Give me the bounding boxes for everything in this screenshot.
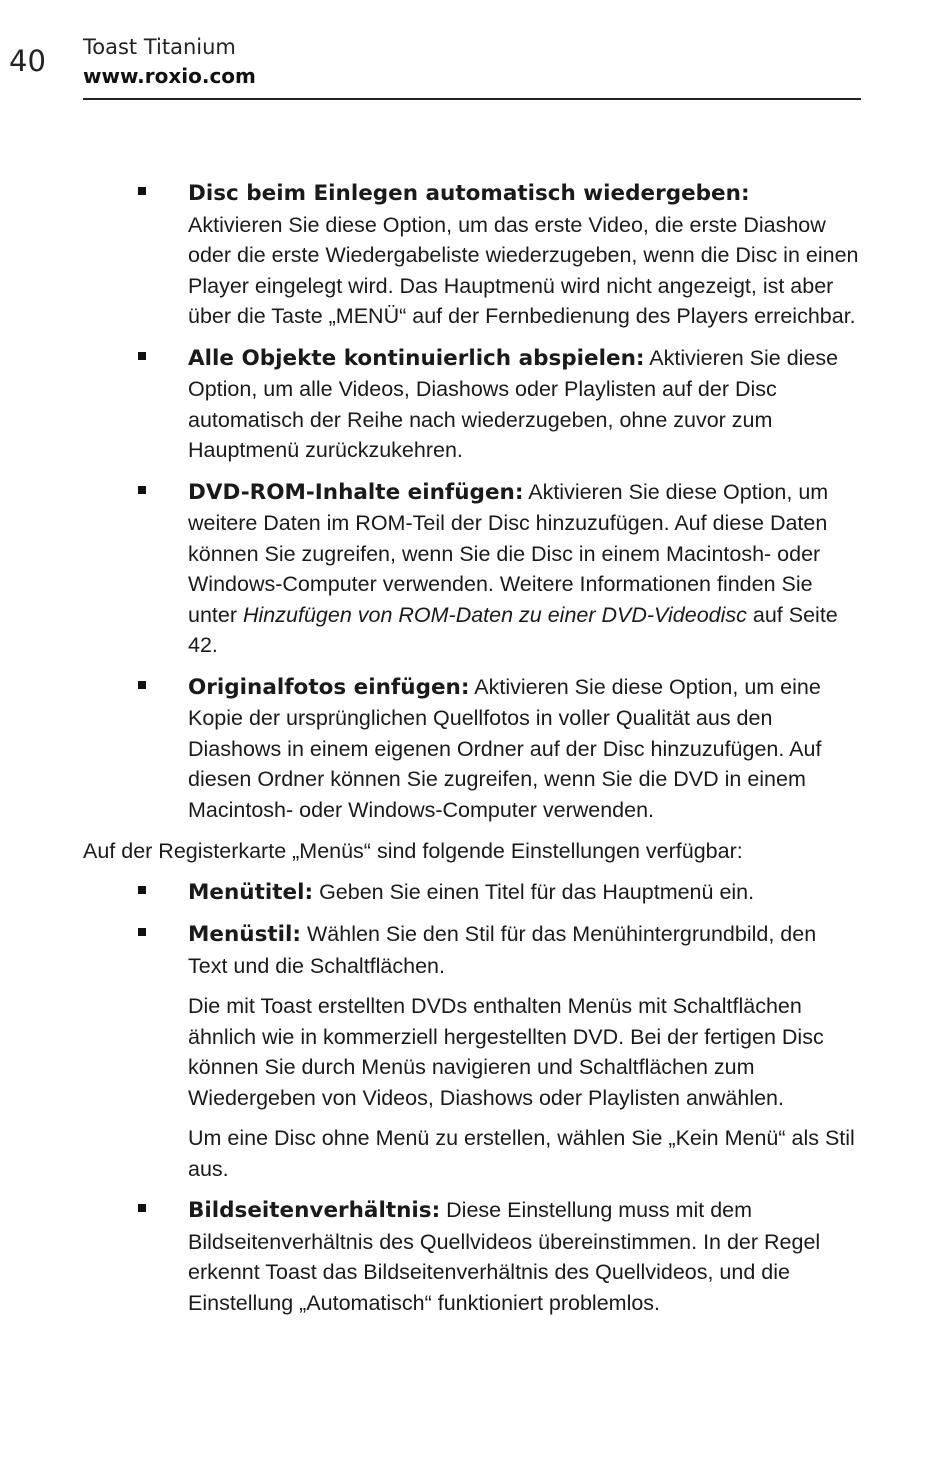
list-item: [83, 1195, 861, 1318]
option-term: Disc beim Einlegen automatisch wiedergeben:: [188, 181, 750, 206]
option-term: Menüstil:: [188, 922, 302, 947]
bullet-icon: [138, 187, 146, 195]
book-title: Toast Titanium: [83, 35, 236, 59]
option-description: Aktivieren Sie diese Option, um alle Videos, Diashows oder Playlisten auf der Disc automatisch der Reihe nach wiederzugeben, ohne zuvor zum Hauptmenü zurückzukehren.: [188, 345, 839, 462]
bullet-icon: [138, 1204, 146, 1212]
option-description: Diese Einstellung muss mit dem Bildseitenverhältnis des Quellvideos übereinstimmen. In der Regel erkennt Toast das Bildseitenverhältnis des Quellvideos, und die Einstellung „Automatisch“ funktioniert problemlos.: [188, 1198, 821, 1315]
page-number: 40: [9, 44, 46, 78]
option-description: Aktivieren Sie diese Option, um das erste Video, die erste Diashow oder die erste Wiedergabeliste wiederzugeben, wenn die Disc in einen Player eingelegt wird. Das Hauptmenü wird nicht angezeigt, ist aber über die Taste „MENÜ“ auf der Fernbedienung des Players erreichbar.: [188, 212, 859, 328]
bullet-icon: [138, 352, 146, 360]
option-description: Wählen Sie den Stil für das Menühintergrundbild, den Text und die Schaltflächen.: [188, 922, 817, 978]
header-divider: [83, 98, 861, 100]
cross-reference-link[interactable]: Hinzufügen von ROM-Daten zu einer DVD-Videodisc: [243, 602, 747, 627]
website-url: www.roxio.com: [83, 64, 256, 88]
list-item: [83, 919, 861, 1184]
list-item: [83, 672, 861, 826]
list-item: [83, 877, 861, 909]
bullet-icon: [138, 486, 146, 494]
option-description: Geben Sie einen Titel für das Hauptmenü ein.: [319, 879, 755, 904]
list-item: [83, 343, 861, 466]
list-item: [83, 178, 861, 332]
menus-tab-intro: Auf der Registerkarte „Menüs“ sind folgende Einstellungen verfügbar:: [83, 839, 743, 863]
option-term: Menütitel:: [188, 879, 314, 905]
options-list: [83, 178, 861, 825]
cross-reference-page: auf Seite 42.: [188, 602, 838, 657]
bullet-icon: [138, 928, 146, 936]
option-term: Alle Objekte kontinuierlich abspielen:: [188, 345, 645, 371]
bullet-icon: [138, 886, 146, 894]
page-body: [83, 178, 861, 1329]
option-term: DVD-ROM-Inhalte einfügen:: [188, 479, 524, 505]
option-term: Originalfotos einfügen:: [188, 674, 470, 700]
option-detail-paragraph: Um eine Disc ohne Menü zu erstellen, wählen Sie „Kein Menü“ als Stil aus.: [188, 1126, 855, 1181]
running-header: [83, 33, 861, 91]
menu-settings-list: [83, 877, 861, 1319]
option-description: Aktivieren Sie diese Option, um eine Kopie der ursprünglichen Quellfotos in voller Qualität aus den Diashows in einem eigenen Ordner auf der Disc hinzuzufügen. Auf diesen Ordner können Sie zugreifen, wenn Sie die DVD in einem Macintosh- oder Windows-Computer verwenden.: [188, 674, 822, 822]
bullet-icon: [138, 681, 146, 689]
list-item: [83, 477, 861, 661]
option-description: Aktivieren Sie diese Option, um weitere Daten im ROM-Teil der Disc hinzuzufügen. Auf diese Daten können Sie zugreifen, wenn Sie die Disc in einem Macintosh- oder Windows-Computer verwenden. Weitere Informationen finden Sie unter: [188, 479, 829, 627]
option-detail-paragraph: Die mit Toast erstellten DVDs enthalten Menüs mit Schaltflächen ähnlich wie in kommerziell hergestellten DVD. Bei der fertigen Disc können Sie durch Menüs navigieren und Schaltflächen zum Wiedergeben von Videos, Diashows oder Playlisten anwählen.: [188, 994, 824, 1110]
option-term: Bildseitenverhältnis:: [188, 1198, 441, 1223]
